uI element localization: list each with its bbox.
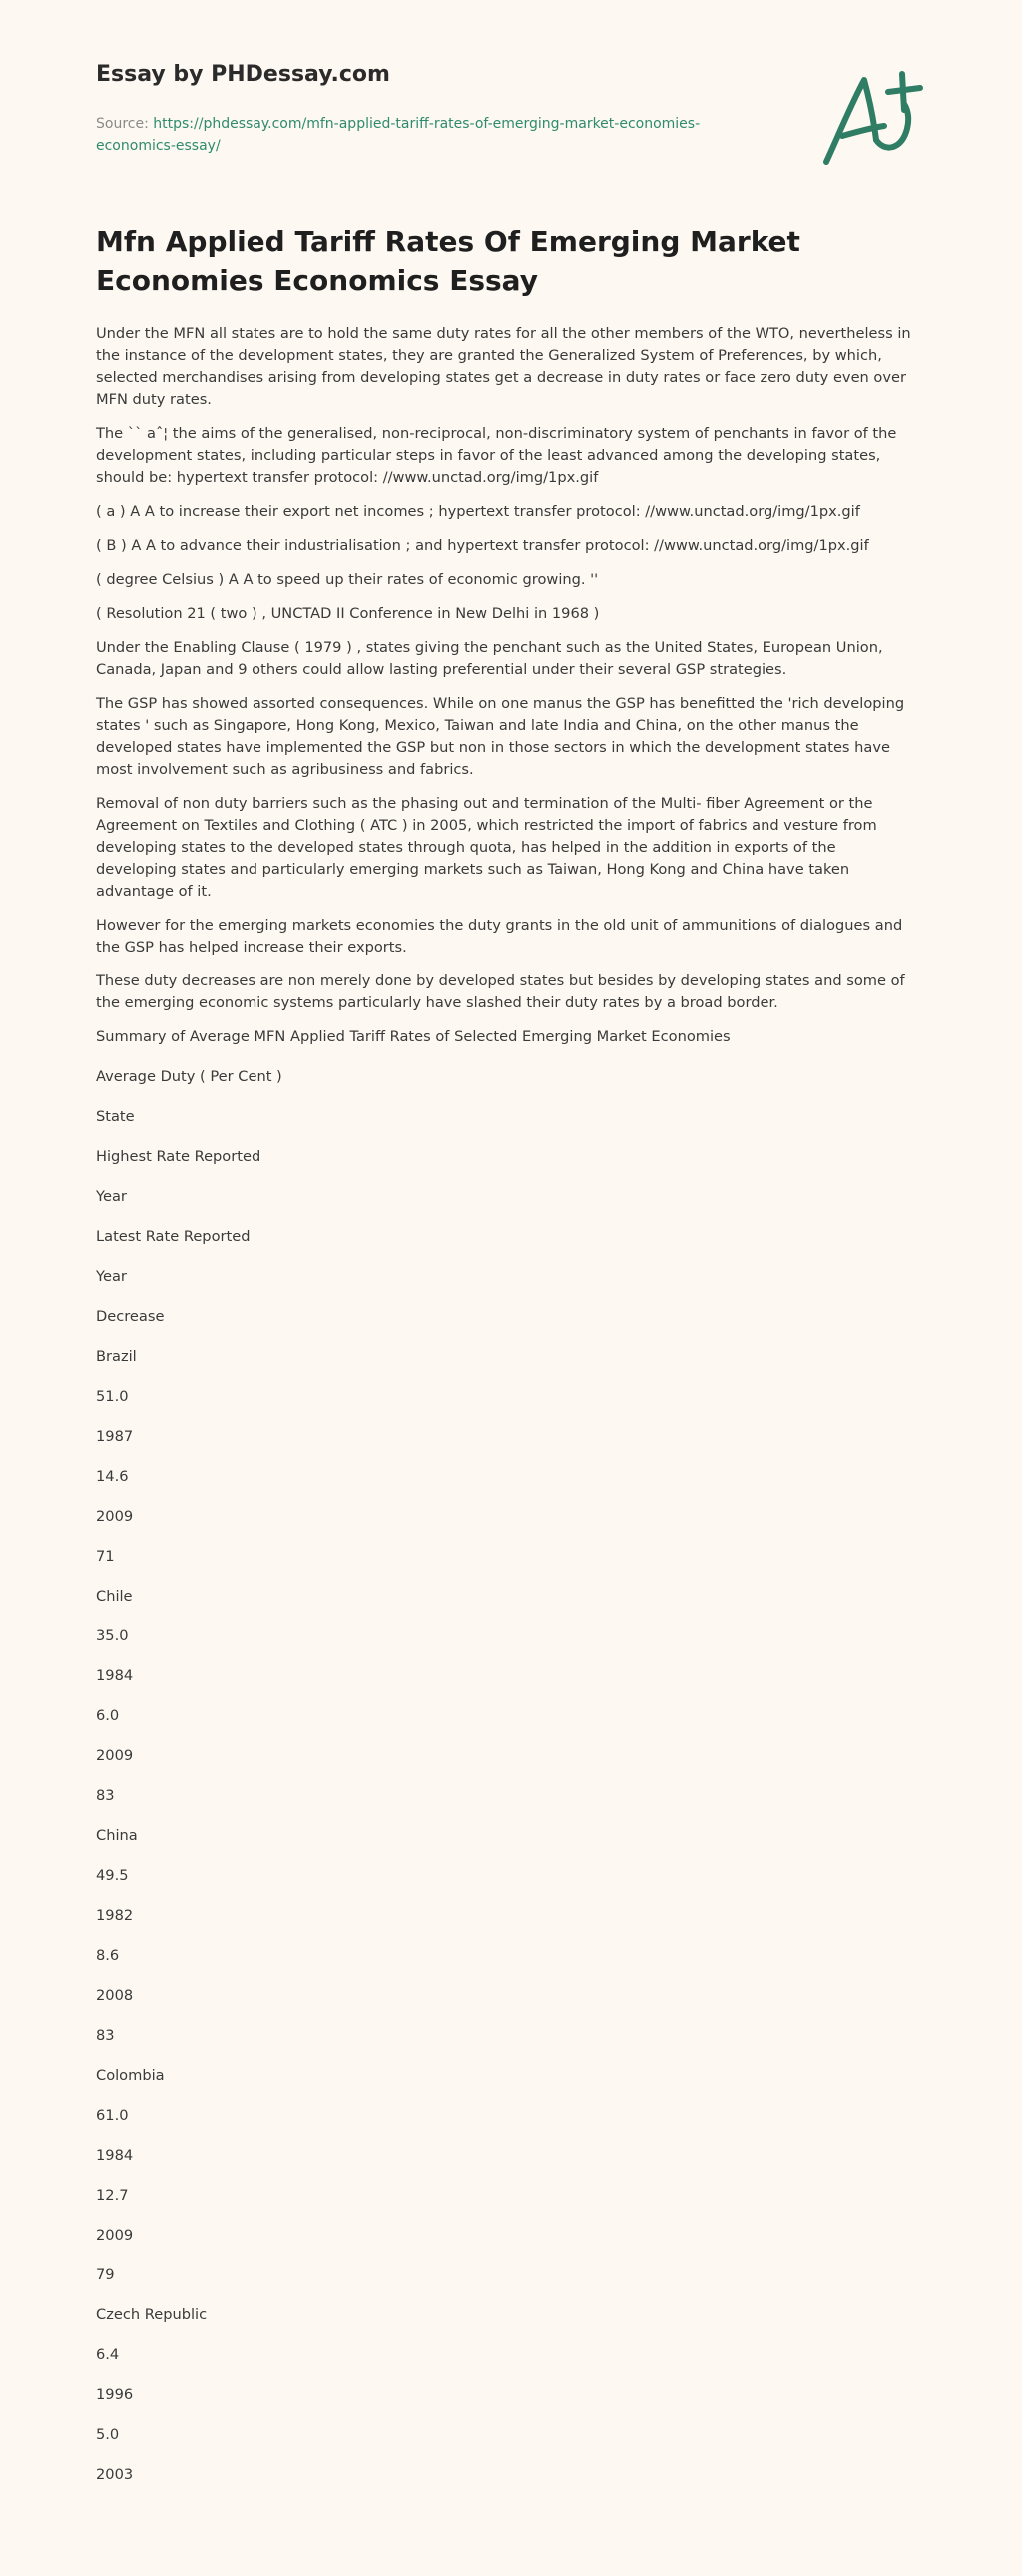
table-cell-line: 61.0 [96, 2107, 129, 2124]
table-cell-line: 35.0 [96, 1627, 129, 1644]
table-header-line: Decrease [96, 1308, 165, 1325]
table-cell-line: 2008 [96, 1987, 134, 2004]
table-header-line: Average Duty ( Per Cent ) [96, 1068, 282, 1085]
table-cell-line: 79 [96, 2266, 115, 2283]
table-cell-line: 1987 [96, 1428, 134, 1445]
source-label: Source: [96, 116, 154, 132]
table-cell-line: 1984 [96, 2147, 134, 2164]
table-cell-line: 12.7 [96, 2187, 129, 2204]
source-line [96, 113, 774, 157]
article-title: Mfn Applied Tariff Rates Of Emerging Market Economies Economics Essay [96, 225, 800, 297]
paragraph: ( degree Celsius ) A A to speed up their rates of economic growing. '' [96, 571, 599, 588]
table-cell-line: 8.6 [96, 1947, 120, 1964]
source-link[interactable]: https://phdessay.com/mfn-applied-tariff-rates-of-emerging-market-economies-economics-essay/ [96, 116, 701, 154]
table-header-line: Latest Rate Reported [96, 1228, 251, 1245]
table-header-line: Year [96, 1188, 127, 1205]
table-cell-line: China [96, 1827, 138, 1844]
paragraph: Under the MFN all states are to hold the same duty rates for all the other members of the WTO, nevertheless in the instance of the development states, they are granted the Generalized System of Preferences, by which, selected merchandises arising from developing states get a decrease in duty rates or face zero duty even over MFN duty rates. [96, 325, 911, 408]
table-cell-line: 5.0 [96, 2426, 120, 2443]
site-brand[interactable]: Essay by PHDessay.com [96, 62, 390, 87]
paragraph: ( a ) A A to increase their export net incomes ; hypertext transfer protocol: //www.unctad.org/img/1px.gif [96, 503, 860, 520]
paragraph: However for the emerging markets economies the duty grants in the old unit of ammunitions of dialogues and the GSP has helped increase their exports. [96, 917, 903, 956]
article-body [96, 323, 920, 2504]
paragraph: The `` aˆ¦ the aims of the generalised, non-reciprocal, non-discriminatory system of penchants in favor of the development states, including particular steps in favor of the least advanced among the developing states, should be: hypertext transfer protocol: //www.unctad.org/img/1px.gif [96, 425, 897, 486]
paragraph: The GSP has showed assorted consequences. While on one manus the GSP has benefitted the 'rich developing states ' such as Singapore, Hong Kong, Mexico, Taiwan and late India and China, on the other manus the developed states have implemented the GSP but non in those sectors in which the development states have most involvement such as agribusiness and fabrics. [96, 695, 905, 778]
table-cell-line: Colombia [96, 2067, 165, 2084]
table-cell-line: 49.5 [96, 1867, 129, 1884]
table-cell-line: 71 [96, 1548, 115, 1565]
table-cell-line: Chile [96, 1588, 133, 1605]
table-cell-line: 2009 [96, 1508, 134, 1525]
tariff-table-as-lines [96, 1026, 920, 2486]
table-cell-line: Czech Republic [96, 2306, 208, 2323]
table-caption: Summary of Average MFN Applied Tariff Rates of Selected Emerging Market Economies [96, 1028, 731, 1045]
table-cell-line: Brazil [96, 1348, 137, 1365]
paragraph: ( B ) A A to advance their industrialisation ; and hypertext transfer protocol: //www.unctad.org/img/1px.gif [96, 537, 869, 554]
table-cell-line: 2003 [96, 2466, 134, 2483]
table-cell-line: 1982 [96, 1907, 134, 1924]
table-header-line: Highest Rate Reported [96, 1148, 261, 1165]
table-header-line: Year [96, 1268, 127, 1285]
table-cell-line: 1984 [96, 1667, 134, 1684]
table-cell-line: 14.6 [96, 1468, 129, 1485]
table-cell-line: 2009 [96, 1747, 134, 1764]
table-header-line: State [96, 1108, 135, 1125]
paragraph: ( Resolution 21 ( two ) , UNCTAD II Conference in New Delhi in 1968 ) [96, 605, 600, 622]
table-cell-line: 51.0 [96, 1388, 129, 1405]
paragraph: These duty decreases are non merely done by developed states but besides by developing states and some of the emerging economic systems particularly have slashed their duty rates by a broad border. [96, 972, 905, 1011]
table-cell-line: 83 [96, 2027, 115, 2044]
table-cell-line: 1996 [96, 2386, 134, 2403]
table-cell-line: 2009 [96, 2227, 134, 2244]
paragraph: Under the Enabling Clause ( 1979 ) , states giving the penchant such as the United States, European Union, Canada, Japan and 9 others could allow lasting preferential under their several GSP strategies. [96, 639, 883, 678]
table-cell-line: 6.4 [96, 2346, 120, 2363]
page-header [96, 62, 794, 157]
table-cell-line: 6.0 [96, 1707, 120, 1724]
paragraph: Removal of non duty barriers such as the phasing out and termination of the Multi- fiber Agreement or the Agreement on Textiles and Clothing ( ATC ) in 2005, which restricted the import of fabrics and vesture from developing states to the developed states through quota, has helped in the addition in exports of the developing states and particularly emerging markets such as Taiwan, Hong Kong and China have taken advantage of it. [96, 795, 877, 900]
a-plus-logo-icon[interactable] [818, 66, 928, 176]
table-cell-line: 83 [96, 1787, 115, 1804]
